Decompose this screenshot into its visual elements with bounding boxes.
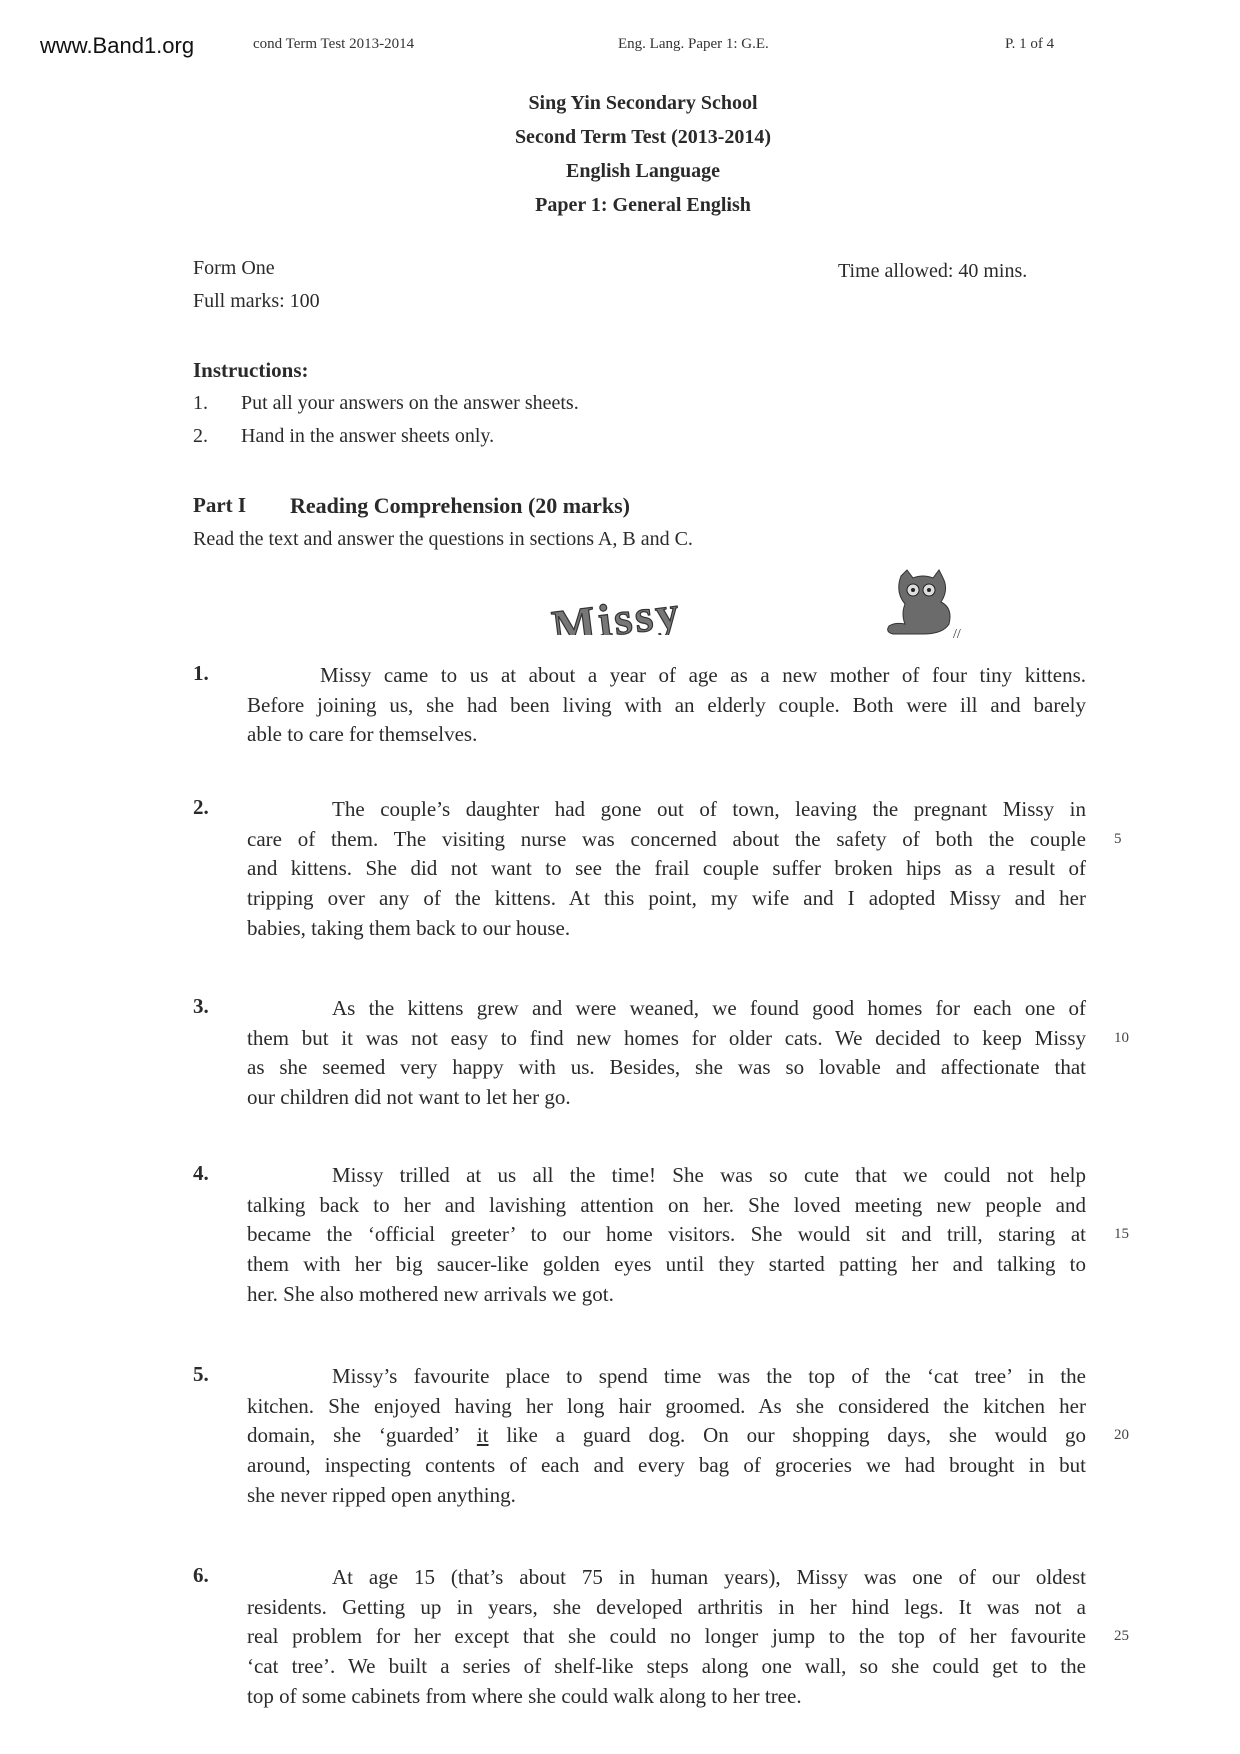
full-marks: Full marks: 100 <box>193 290 320 312</box>
line-number: 25 <box>1114 1628 1129 1645</box>
paragraph-line: her. She also mothered new arrivals we got. <box>247 1281 614 1306</box>
watermark: www.Band1.org <box>40 33 195 58</box>
paragraph-line: able to care for themselves. <box>247 722 478 747</box>
instruction-text: Hand in the answer sheets only. <box>241 425 495 447</box>
paragraph-line: top of some cabinets from where she could walk along to her tree. <box>247 1683 802 1708</box>
paragraph-line: domain, she ‘guarded’ it like a guard dog. On our shopping days, she would go <box>247 1423 1086 1448</box>
time-allowed: Time allowed: 40 mins. <box>838 260 1028 282</box>
paragraph-number: 2. <box>193 795 209 819</box>
instruction-text: Put all your answers on the answer sheets. <box>241 392 579 414</box>
paragraph-line: she never ripped open anything. <box>247 1482 516 1507</box>
header-paper: Eng. Lang. Paper 1: G.E. <box>618 36 769 52</box>
paragraph-line: them but it was not easy to find new homes for older cats. We decided to keep Missy <box>247 1025 1086 1050</box>
part-label: Part I <box>193 493 247 517</box>
paragraph-number: 5. <box>193 1362 209 1386</box>
paragraph-line: and kittens. She did not want to see the frail couple suffer broken hips as a result of <box>247 856 1086 881</box>
subject: English Language <box>566 160 720 182</box>
line-number: 5 <box>1114 830 1122 847</box>
paragraph-line: The couple’s daughter had gone out of town, leaving the pregnant Missy in <box>332 797 1086 821</box>
paper-title: Paper 1: General English <box>535 194 751 216</box>
paragraph-line: talking back to her and lavishing attention on her. She loved meeting new people and <box>247 1192 1086 1217</box>
paragraph-line: Before joining us, she had been living with an elderly couple. Both were ill and barely <box>247 692 1086 717</box>
paragraph-line: them with her big saucer-like golden eyes until they started patting her and talking to <box>247 1252 1086 1277</box>
paragraph-line: babies, taking them back to our house. <box>247 915 571 940</box>
underlined-word: it <box>476 1423 489 1448</box>
paragraph-line: real problem for her except that she could no longer jump to the top of her favourite <box>247 1624 1086 1649</box>
instructions-heading: Instructions: <box>193 358 309 382</box>
paragraph-line: Missy’s favourite place to spend time was the top of the ‘cat tree’ in the <box>332 1364 1086 1388</box>
paragraph-number: 1. <box>193 661 209 685</box>
form-label: Form One <box>193 257 275 279</box>
line-number: 15 <box>1114 1226 1129 1243</box>
paragraph-line: as she seemed very happy with us. Besides, she was so lovable and affectionate that <box>247 1055 1086 1080</box>
paragraph-line: kitchen. She enjoyed having her long hair groomed. As she considered the kitchen her <box>247 1393 1086 1418</box>
header-test-name: cond Term Test 2013-2014 <box>253 36 415 52</box>
story-title: Missy <box>549 585 685 635</box>
paragraph-number: 3. <box>193 994 209 1018</box>
cat-icon <box>883 568 968 648</box>
line-number: 10 <box>1114 1029 1129 1046</box>
paragraph-line: care of them. The visiting nurse was concerned about the safety of both the couple <box>247 826 1086 851</box>
paragraph-line: ‘cat tree’. We built a series of shelf-like steps along one wall, so she could get to the <box>247 1654 1086 1679</box>
paragraph-line: tripping over any of the kittens. At this point, my wife and I adopted Missy and her <box>247 886 1086 911</box>
paragraph-line: Missy trilled at us all the time! She was so cute that we could not help <box>332 1163 1086 1187</box>
school-name: Sing Yin Secondary School <box>528 92 758 114</box>
part-title: Reading Comprehension (20 marks) <box>290 493 631 518</box>
paragraph-line: around, inspecting contents of each and every bag of groceries we had brought in but <box>247 1453 1086 1478</box>
part-instruction: Read the text and answer the questions in sections A, B and C. <box>193 528 693 550</box>
paragraph-line: became the ‘official greeter’ to our home visitors. She would sit and trill, staring at <box>247 1222 1086 1247</box>
instruction-number: 1. <box>193 392 208 414</box>
paragraph-line: our children did not want to let her go. <box>247 1085 571 1110</box>
paragraph-line: At age 15 (that’s about 75 in human years), Missy was one of our oldest <box>332 1565 1086 1589</box>
test-name: Second Term Test (2013-2014) <box>514 126 772 148</box>
paragraph-number: 6. <box>193 1563 209 1587</box>
line-number: 20 <box>1114 1427 1129 1444</box>
svg-text://: // <box>953 627 961 642</box>
paragraph-line: Missy came to us at about a year of age as a new mother of four tiny kittens. <box>320 663 1086 687</box>
paragraph-number: 4. <box>193 1161 209 1185</box>
header-page-number: P. 1 of 4 <box>1005 36 1055 52</box>
paragraph-line: residents. Getting up in years, she developed arthritis in her hind legs. It was not a <box>247 1594 1086 1619</box>
story-title-logo <box>547 585 777 640</box>
paragraph-line: As the kittens grew and were weaned, we found good homes for each one of <box>332 996 1086 1020</box>
instruction-number: 2. <box>193 425 208 447</box>
